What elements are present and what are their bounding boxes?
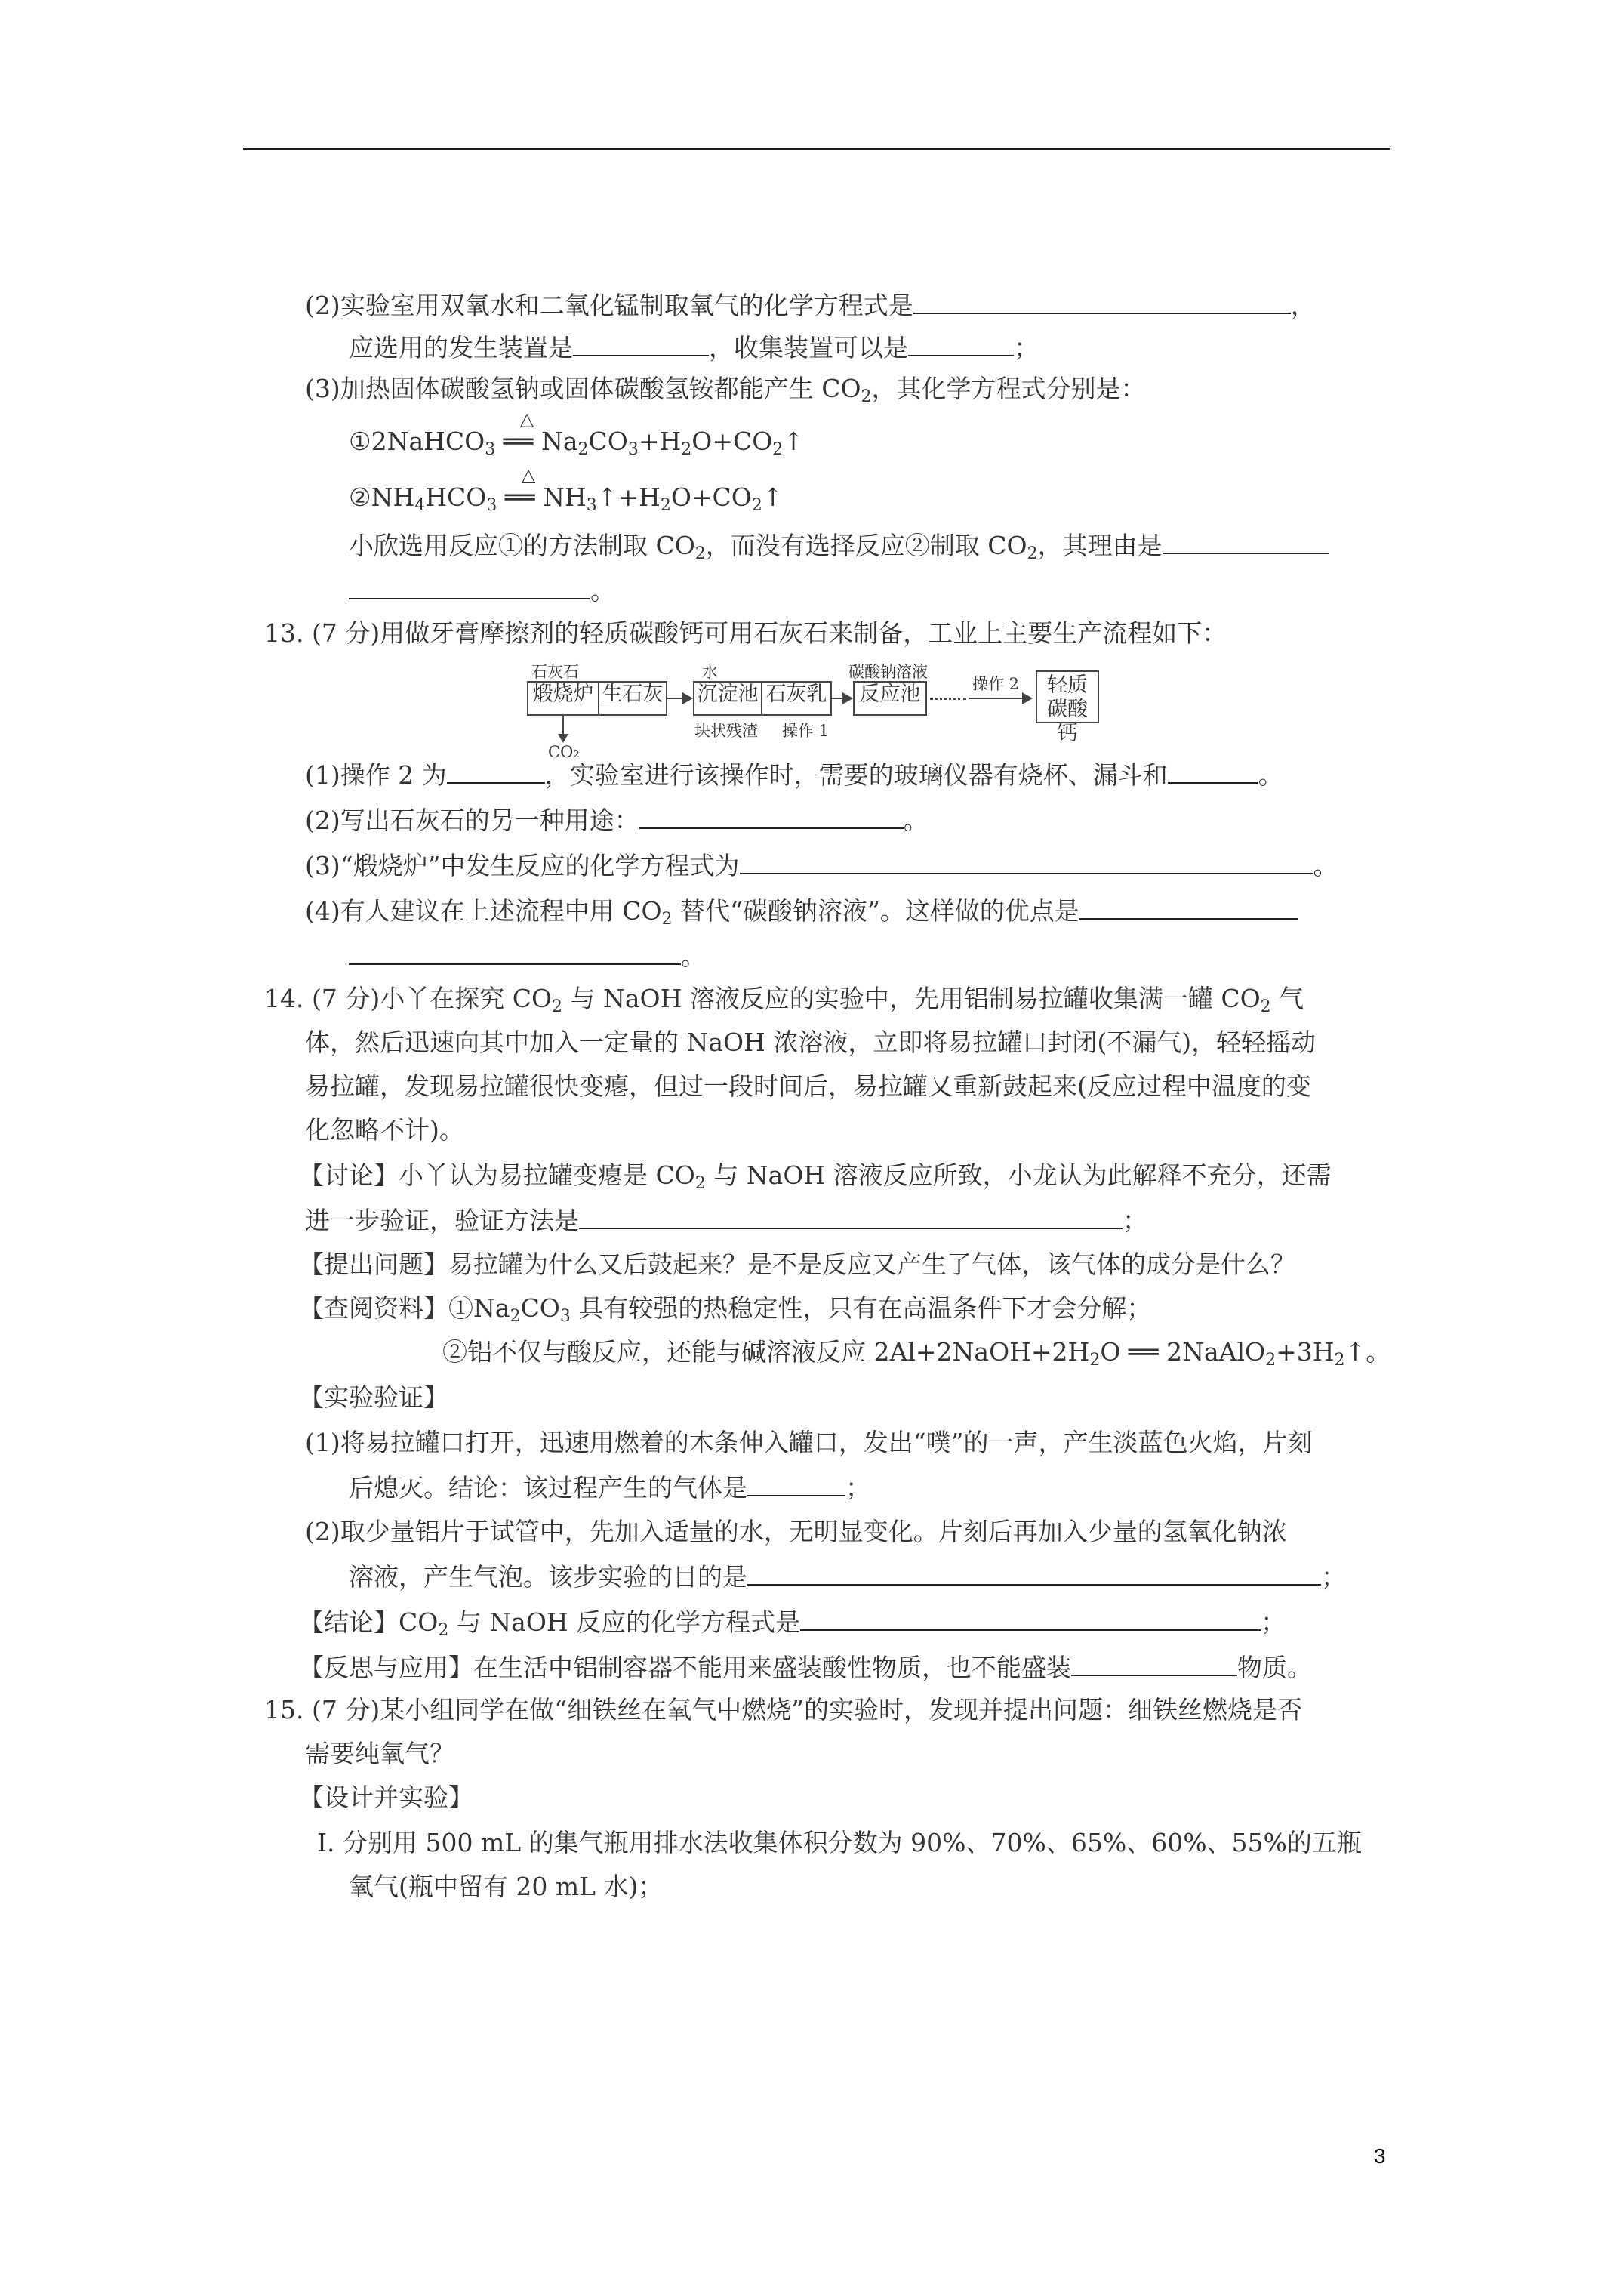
q14-conclusion: 【结论】$CO_2$ 与 NaOH 反应的化学方程式是 ； xyxy=(299,1604,1286,1640)
q12-equation-1: ①2NaHCO$_3$ △ ══ $Na_2CO_3+H_2O+CO_2↑$ xyxy=(349,408,804,459)
q14-verify-2: (2)取少量铝片于试管中，先加入适量的水，无明显变化。片刻后再加入少量的氢氧化钠浓 xyxy=(305,1517,1287,1546)
q15-step1: Ⅰ. 分别用 500 mL 的集气瓶用排水法收集体积分数为 90%、70%、65%、60%、55%的五瓶 xyxy=(317,1828,1362,1857)
answer-blank[interactable] xyxy=(1079,892,1298,920)
milk-box: 石灰乳 xyxy=(762,681,832,716)
q14-discussion-line2: 进一步验证，验证方法是 ； xyxy=(305,1202,1147,1238)
q13-sub3: (3)“煅烧炉”中发生反应的化学方程式为 。 xyxy=(305,847,1338,883)
q14-stem-line4: 化忽略不计)。 xyxy=(305,1115,464,1145)
q12-equation-2: $②NH_4HCO_3$ △ ══ $NH_3↑+H_2O+CO_2↑$ xyxy=(349,464,784,515)
q13-stem: 13. (7 分)用做牙膏摩擦剂的轻质碳酸钙可用石灰石来制备，工业上主要生产流程如下： xyxy=(264,618,1227,648)
q12-part2-line1: (2)实验室用双氧水和二氧化锰制取氧气的化学方程式是 ， xyxy=(305,287,1316,323)
page-number: 3 xyxy=(1374,2144,1386,2168)
q13-sub4: (4)有人建议在上述流程中用 $CO_2$ 替代“碳酸钠溶液”。这样做的优点是 xyxy=(305,892,1298,929)
q14-reference-1: 【查阅资料】$①Na_2CO_3$ 具有较强的热稳定性，只有在高温条件下才会分解； xyxy=(299,1293,1152,1326)
answer-blank[interactable] xyxy=(747,1558,1321,1586)
q13-sub1: (1)操作 2 为 ，实验室进行该操作时，需要的玻璃仪器有烧杯、漏斗和 。 xyxy=(305,757,1283,793)
q15-stem-line1: 15. (7 分)某小组同学在做“细铁丝在氧气中燃烧”的实验时，发现并提出问题：细铁丝燃烧是否 xyxy=(264,1695,1302,1724)
residue-label: 块状残渣 xyxy=(694,722,758,740)
q14-question: 【提出问题】易拉罐为什么又后鼓起来？是不是反应又产生了气体，该气体的成分是什么？ xyxy=(299,1250,1295,1279)
answer-blank[interactable] xyxy=(579,1202,1123,1229)
q12-part2-line2: 应选用的发生装置是 ，收集装置可以是 ； xyxy=(349,329,1039,365)
answer-blank[interactable] xyxy=(573,329,709,356)
op2-label: 操作 2 xyxy=(972,675,1020,693)
product-box: 轻质 碳酸钙 xyxy=(1036,670,1099,723)
q14-stem-line2: 体，然后迅速向其中加入一定量的 NaOH 浓溶液，立即将易拉罐口封闭(不漏气)，轻轻摇动 xyxy=(305,1028,1317,1057)
q14-verify-1-line2: 后熄灭。结论：该过程产生的气体是 ； xyxy=(349,1469,870,1505)
q13-sub4-line2: 。 xyxy=(349,938,706,974)
na2co3-label: 碳酸钠溶液 xyxy=(848,663,928,681)
answer-blank[interactable] xyxy=(1071,1649,1237,1676)
q14-verify-2-line2: 溶液，产生气泡。该步实验的目的是 ； xyxy=(349,1558,1346,1595)
q15-stem-line2: 需要纯氧气？ xyxy=(305,1739,454,1768)
q14-stem-line3: 易拉罐，发现易拉罐很快变瘪，但过一段时间后，易拉罐又重新鼓起来(反应过程中温度的变 xyxy=(305,1071,1311,1101)
q12-reason-line: 小欣选用反应①的方法制取 $CO_2$，而没有选择反应②制取 $CO_2$，其理由是 xyxy=(349,527,1329,563)
q12-reason-line2: 。 xyxy=(349,572,615,609)
q15-step1-line2: 氧气(瓶中留有 20 mL 水)； xyxy=(349,1872,664,1901)
answer-blank[interactable] xyxy=(639,802,904,829)
q14-reflection: 【反思与应用】在生活中铝制容器不能用来盛装酸性物质，也不能盛装 物质。 xyxy=(299,1649,1312,1685)
answer-blank[interactable] xyxy=(349,938,681,965)
tank-box: 沉淀池 xyxy=(693,681,762,716)
answer-blank[interactable] xyxy=(1163,527,1329,554)
answer-blank[interactable] xyxy=(747,1469,845,1496)
header-rule xyxy=(243,148,1390,150)
q14-verify-heading: 【实验验证】 xyxy=(299,1382,448,1412)
answer-blank[interactable] xyxy=(447,757,545,784)
op1-label: 操作 1 xyxy=(782,722,830,740)
answer-blank[interactable] xyxy=(349,572,590,599)
answer-blank[interactable] xyxy=(908,329,1014,356)
q14-stem-line1: 14. (7 分)小丫在探究 $CO_2$ 与 NaOH 溶液反应的实验中，先用铝制易拉罐收集满一罐 $CO_2$ 气 xyxy=(264,984,1304,1016)
q15-design-heading: 【设计并实验】 xyxy=(299,1783,473,1812)
answer-blank[interactable] xyxy=(913,287,1291,314)
quicklime-box: 生石灰 xyxy=(599,681,667,716)
q14-verify-1: (1)将易拉罐口打开，迅速用燃着的木条伸入罐口，发出“噗”的一声，产生淡蓝色火焰，片刻 xyxy=(305,1428,1313,1457)
answer-blank[interactable] xyxy=(740,847,1313,874)
q12-part3-line: (3)加热固体碳酸氢钠或固体碳酸氢铵都能产生 $CO_2$，其化学方程式分别是： xyxy=(305,374,1146,406)
water-label: 水 xyxy=(702,663,718,681)
co2-label: CO₂ xyxy=(548,743,580,761)
answer-blank[interactable] xyxy=(1168,757,1258,784)
furnace-box: 煅烧炉 xyxy=(527,681,599,716)
q14-discussion: 【讨论】小丫认为易拉罐变瘪是 $CO_2$ 与 NaOH 溶液反应所致，小龙认为此解释不充分，还需 xyxy=(299,1160,1332,1193)
limestone-label: 石灰石 xyxy=(531,663,579,681)
q13-sub2: (2)写出石灰石的另一种用途： 。 xyxy=(305,802,929,838)
q14-reference-2: ②铝不仅与酸反应，还能与碱溶液反应 $2Al+2NaOH+2H_2O$ ══ $2NaAlO_2+3H_2↑$。 xyxy=(442,1337,1391,1370)
answer-blank[interactable] xyxy=(800,1604,1261,1631)
reactor-box: 反应池 xyxy=(853,681,927,716)
